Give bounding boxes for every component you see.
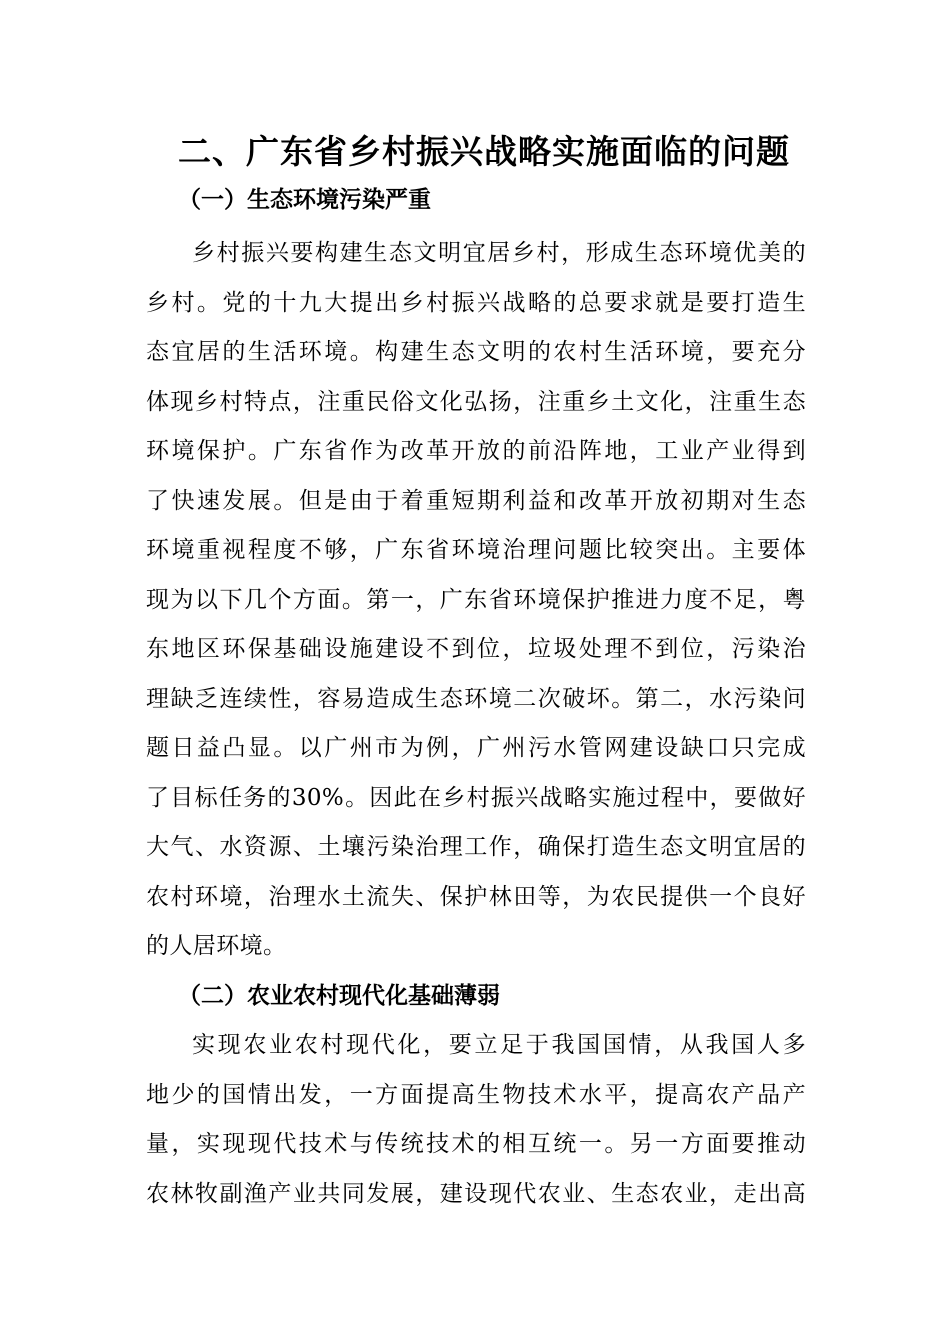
paragraph-line: 态宜居的生活环境。构建生态文明的农村生活环境，要充分 xyxy=(146,339,806,365)
paragraph-line: 环境保护。广东省作为改革开放的前沿阵地，工业产业得到 xyxy=(146,438,806,464)
paragraph-line: 东地区环保基础设施建设不到位，垃圾处理不到位，污染治 xyxy=(146,636,806,662)
paragraph-line: 实现农业农村现代化，要立足于我国国情，从我国人多 xyxy=(192,1032,806,1058)
paragraph-line: 了快速发展。但是由于着重短期利益和改革开放初期对生态 xyxy=(146,487,806,514)
paragraph-line: 体现乡村特点，注重民俗文化弘扬，注重乡土文化，注重生态 xyxy=(146,388,806,415)
paragraph-line: 现为以下几个方面。第一，广东省环境保护推进力度不足，粤 xyxy=(146,586,806,613)
paragraph-line: 环境重视程度不够，广东省环境治理问题比较突出。主要体 xyxy=(146,537,806,563)
paragraph-line: 农村环境，治理水土流失、保护林田等，为农民提供一个良好 xyxy=(146,883,806,910)
paragraph-line: 乡村振兴要构建生态文明宜居乡村，形成生态环境优美的 xyxy=(192,240,806,266)
paragraph-line: 理缺乏连续性，容易造成生态环境二次破坏。第二，水污染问 xyxy=(146,685,806,712)
paragraph-line: 大气、水资源、土壤污染治理工作，确保打造生态文明宜居的 xyxy=(146,834,806,860)
paragraph-line: 的人居环境。 xyxy=(146,933,287,959)
section-heading-modernization: （二）农业农村现代化基础薄弱 xyxy=(178,983,500,1009)
paragraph-line: 乡村。党的十九大提出乡村振兴战略的总要求就是要打造生 xyxy=(146,289,806,316)
paragraph-line: 地少的国情出发，一方面提高生物技术水平，提高农产品产 xyxy=(146,1081,806,1108)
paragraph-line: 农林牧副渔产业共同发展，建设现代农业、生态农业，走出高 xyxy=(146,1180,806,1207)
paragraph-line: 量，实现现代技术与传统技术的相互统一。另一方面要推动 xyxy=(146,1131,806,1157)
paragraph-line: 题日益凸显。以广州市为例，广州污水管网建设缺口只完成 xyxy=(146,735,806,761)
page-title: 二、广东省乡村振兴战略实施面临的问题 xyxy=(178,132,790,171)
paragraph-line: 了目标任务的30%。因此在乡村振兴战略实施过程中，要做好 xyxy=(146,784,806,811)
section-heading-ecology: （一）生态环境污染严重 xyxy=(178,187,431,213)
